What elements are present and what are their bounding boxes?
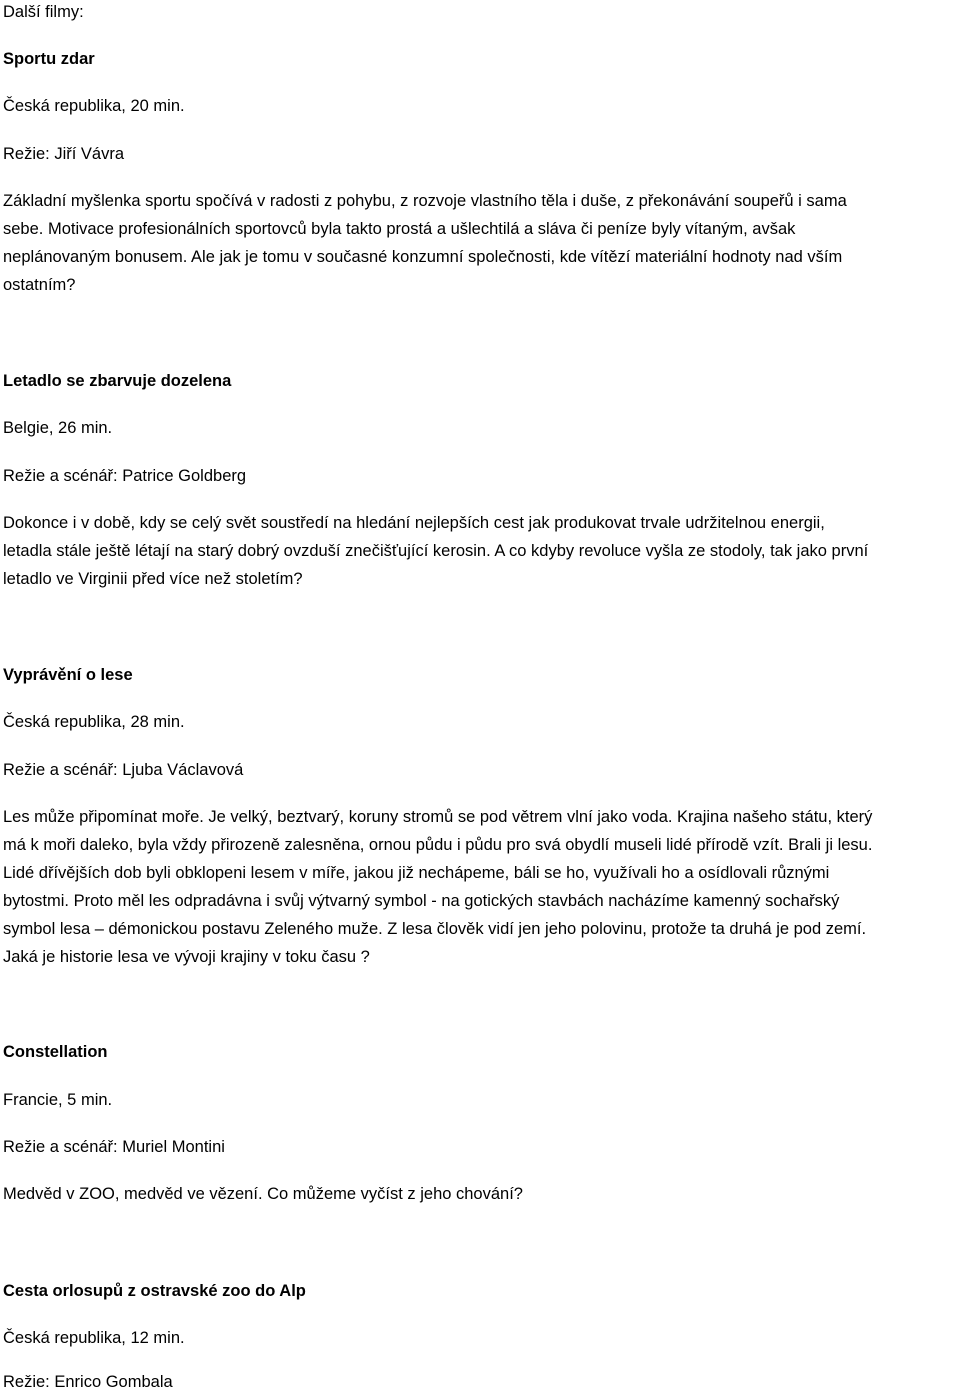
description-line: letadla stále ještě létají na starý dobrý ovzduší znečišťující kerosin. A co kdyby revoluce vyšla ze stodoly, tak jako první bbox=[3, 542, 869, 560]
description-line: bytostmi. Proto měl les odpradávna i svůj výtvarný symbol - na gotických stavbách nacházíme kamenný sochařský bbox=[3, 892, 840, 910]
description-line: Jaká je historie lesa ve vývoji krajiny v toku času ? bbox=[3, 948, 370, 966]
page-heading: Další filmy: bbox=[3, 3, 84, 21]
film-credits: Režie a scénář: Muriel Montini bbox=[3, 1138, 225, 1156]
description-line: Les může připomínat moře. Je velký, beztvarý, koruny stromů se pod větrem vlní jako voda. Krajina našeho státu, který bbox=[3, 808, 873, 826]
description-line: Dokonce i v době, kdy se celý svět soustředí na hledání nejlepších cest jak produkovat trvale udržitelnou energii, bbox=[3, 514, 825, 532]
film-title: Letadlo se zbarvuje dozelena bbox=[3, 372, 232, 390]
film-country-length: Francie, 5 min. bbox=[3, 1091, 113, 1109]
description-line: letadlo ve Virginii před více než stoletím? bbox=[3, 570, 303, 588]
description-line: sebe. Motivace profesionálních sportovců byla takto prostá a ušlechtilá a sláva či peníze byly vítaným, avšak bbox=[3, 220, 796, 238]
film-country-length: Česká republika, 20 min. bbox=[3, 97, 185, 115]
description-line: má k moři daleko, byla vždy přirozeně zalesněna, ornou půdu i půdu pro svá obydlí museli lidé přírodě vzít. Brali ji lesu. bbox=[3, 836, 873, 854]
film-description bbox=[3, 509, 955, 593]
film-country-length: Belgie, 26 min. bbox=[3, 419, 113, 437]
film-description bbox=[3, 803, 955, 971]
film-title: Cesta orlosupů z ostravské zoo do Alp bbox=[3, 1282, 306, 1300]
description-line: symbol lesa – démonickou postavu Zeleného muže. Z lesa člověk vidí jen jeho polovinu, protože ta druhá je pod zemí. bbox=[3, 920, 867, 938]
description-line: ostatním? bbox=[3, 276, 76, 294]
film-country-length: Česká republika, 28 min. bbox=[3, 713, 185, 731]
film-credits: Režie a scénář: Ljuba Václavová bbox=[3, 761, 244, 779]
film-title: Sportu zdar bbox=[3, 50, 95, 68]
film-credits: Režie: Enrico Gombala bbox=[3, 1373, 173, 1391]
description-line: neplánovaným bonusem. Ale jak je tomu v současné konzumní společnosti, kde vítězí materiální hodnoty nad vším bbox=[3, 248, 843, 266]
film-description bbox=[3, 1180, 955, 1208]
description-line: Medvěd v ZOO, medvěd ve vězení. Co můžeme vyčíst z jeho chování? bbox=[3, 1185, 523, 1203]
film-country-length: Česká republika, 12 min. bbox=[3, 1329, 185, 1347]
film-credits: Režie: Jiří Vávra bbox=[3, 145, 125, 163]
description-line: Základní myšlenka sportu spočívá v radosti z pohybu, z rozvoje vlastního těla i duše, z překonávání soupeřů i sama bbox=[3, 192, 847, 210]
description-line: Lidé dřívějších dob byli obklopeni lesem v míře, jakou již nechápeme, báli se ho, využívali ho a osídlovali různými bbox=[3, 864, 830, 882]
film-title: Constellation bbox=[3, 1043, 108, 1061]
film-description bbox=[3, 187, 955, 299]
film-credits: Režie a scénář: Patrice Goldberg bbox=[3, 467, 247, 485]
film-title: Vyprávění o lese bbox=[3, 666, 133, 684]
